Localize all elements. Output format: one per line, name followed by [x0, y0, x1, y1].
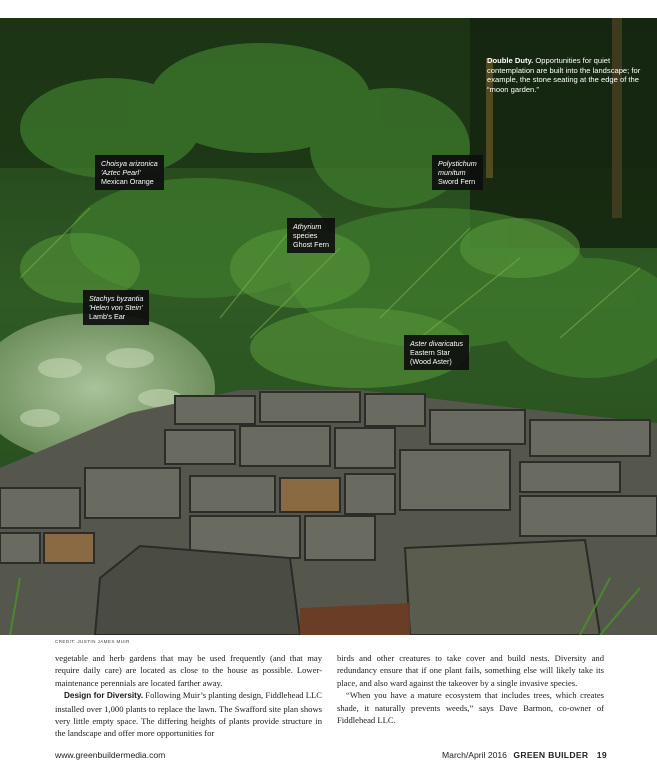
- page-number: 19: [596, 750, 607, 760]
- plant-latin-name: Athyrium: [293, 222, 322, 231]
- plant-label-polystichum: [432, 155, 483, 190]
- plant-latin-name: Stachys byzantia: [89, 294, 144, 303]
- plant-label-stachys: [83, 290, 149, 325]
- plant-label-aster: [404, 335, 469, 370]
- garden-photo: [0, 18, 657, 635]
- plant-common-name: Eastern Star: [410, 348, 450, 357]
- paragraph-lead: Design for Diversity.: [64, 691, 144, 701]
- body-paragraph: vegetable and herb gardens that may be used frequently (and that may require daily care) are located as close to the house as possible. Lower-maintenance perennials are located farther away.: [55, 653, 322, 688]
- caption-lead: Double Duty.: [487, 56, 534, 65]
- footer-issue: [442, 750, 607, 760]
- footer-website[interactable]: www.greenbuildermedia.com: [55, 750, 166, 760]
- plant-label-choisya: [95, 155, 164, 190]
- body-paragraph: birds and other creatures to take cover and build nests. Diversity and redundancy ensure that if one plant fails, something else will likely take its place, and also ward against the takeover by a single invasive species.: [337, 653, 604, 688]
- plant-common-name-alt: (Wood Aster): [410, 357, 452, 366]
- body-column-right: [337, 652, 604, 726]
- paragraph-text: Following Muir’s planting design, Fiddlehead LLC installed over 1,000 plants to replace the lawn. The Swafford site plan shows very little empty space. The differing heights of plants provide structure in the landscape and offer more opportunities for: [55, 690, 322, 739]
- plant-latin-name: Choisya arizonica: [101, 159, 158, 168]
- magazine-name: GREEN BUILDER: [513, 750, 589, 760]
- plant-latin-name: Aster divaricatus: [410, 339, 464, 348]
- plant-label-athyrium: [287, 218, 335, 253]
- plant-common-name: Mexican Orange: [101, 177, 154, 186]
- plant-common-name: Sword Fern: [438, 177, 476, 186]
- issue-date: March/April 2016: [442, 750, 507, 760]
- plant-common-name: Lamb's Ear: [89, 312, 126, 321]
- body-paragraph: [55, 689, 322, 740]
- body-column-left: [55, 652, 322, 740]
- caption-text: Opportunities for quiet contemplation are built into the landscape; for example, the stone seating at the edge of the “moon garden.”: [487, 56, 641, 94]
- photo-caption: [487, 56, 647, 94]
- body-paragraph: “When you have a mature ecosystem that includes trees, which creates shade, it naturally prevents weeds,” says Dave Barmon, co-owner of Fiddlehead LLC.: [337, 690, 604, 726]
- plant-latin-name: Polystichum: [438, 159, 477, 168]
- plant-latin-name: munitum: [438, 168, 466, 177]
- plant-latin-extra: species: [293, 231, 318, 240]
- plant-common-name: Ghost Fern: [293, 240, 329, 249]
- plant-latin-name: 'Helen von Stein': [89, 303, 143, 312]
- plant-latin-name: 'Aztec Pearl': [101, 168, 141, 177]
- photo-credit: CREDIT: JUSTIN JAMES MUIR: [55, 639, 130, 644]
